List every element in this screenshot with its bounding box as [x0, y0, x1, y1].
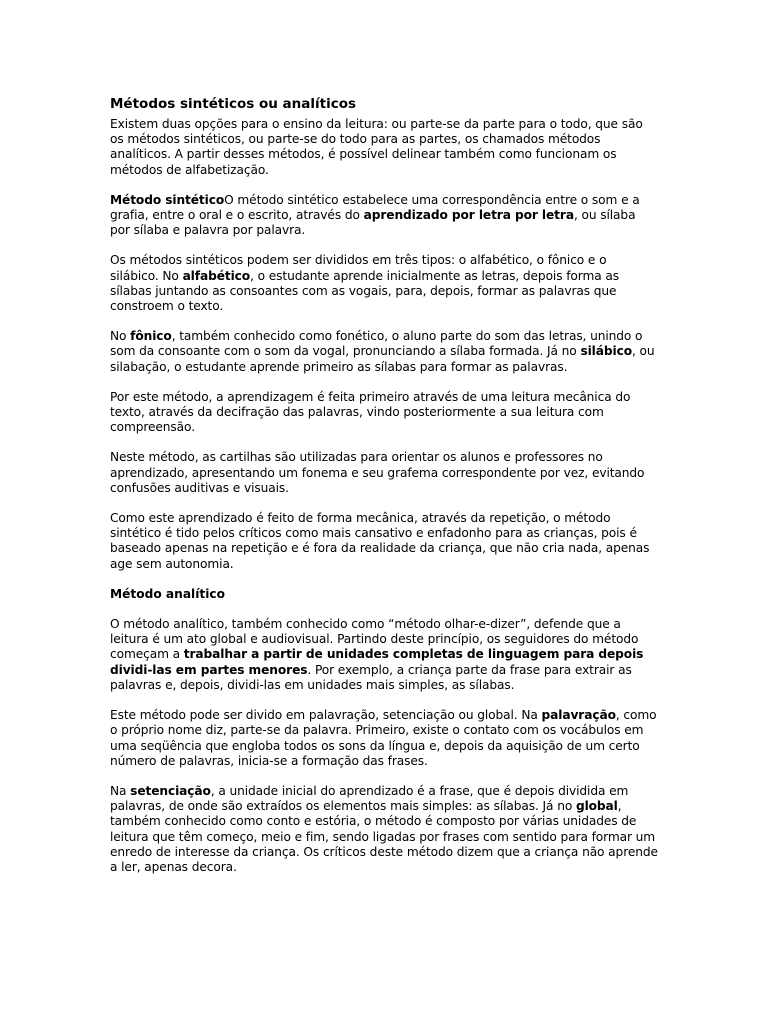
text-span: , o estudante aprende inicialmente as letras, depois forma as sílabas juntando as consoantes com as vogais, para, depois, formar as palavras que constroem o texto.	[110, 268, 620, 314]
bold-span: aprendizado por letra por letra	[363, 208, 574, 223]
text-span: No	[110, 329, 131, 344]
page-title: Métodos sintéticos ou analíticos	[110, 96, 357, 112]
paragraph-palavracao	[110, 708, 658, 769]
section-heading-analytic: Método analítico	[110, 586, 226, 601]
paragraph-analytic-method	[110, 617, 658, 693]
paragraph-criticism-synthetic: Como este aprendizado é feito de forma mecânica, através da repetição, o método sintético é tido pelos críticos como mais cansativo e enfadonho para as crianças, pois é baseado apenas na repetição e é fora da realidade da criança, que não cria nada, apenas age sem autonomia.	[110, 511, 650, 571]
paragraph-intro: Existem duas opções para o ensino da leitura: ou parte-se da parte para o todo, que são os métodos sintéticos, ou parte-se do todo para as partes, os chamados métodos analíticos. A partir desses métodos, é possível delinear também como funcionam os métodos de alfabetização.	[110, 117, 643, 177]
bold-span: setenciação	[130, 783, 211, 798]
paragraph-setenciacao	[110, 784, 658, 875]
inline-heading-synthetic: Método sintético	[110, 192, 225, 207]
text-span: , também conhecido como fonético, o aluno parte do som das letras, unindo o som da consoante com o som da vogal, pronunciando a sílaba formada. Já no	[110, 329, 643, 359]
paragraph-synthetic-method	[110, 193, 658, 239]
bold-span: silábico	[580, 344, 632, 359]
bold-span: trabalhar a partir de unidades completas de linguagem para depois dividi-las em partes menores	[110, 647, 644, 677]
text-span: O método sintético estabelece uma correspondência entre o som e a grafia, entre o oral e o escrito, através do	[110, 192, 640, 223]
text-span: , ou sílaba por sílaba e palavra por palavra.	[110, 208, 636, 238]
document-page	[110, 95, 658, 890]
text-span: Os métodos sintéticos podem ser divididos em três tipos: o alfabético, o fônico e o silábico. No	[110, 253, 607, 283]
text-span: O método analítico, também conhecido como “método olhar-e-dizer”, defende que a leitura é um ato global e audiovisual. Partindo deste princípio, os seguidores do método começam a	[110, 617, 639, 662]
text-span: Este método pode ser divido em palavração, setenciação ou global. Na	[110, 708, 542, 723]
text-span: Na	[110, 783, 131, 798]
text-span: , também conhecido como conto e estória, o método é composto por várias unidades de leitura que têm começo, meio e fim, sendo ligadas por frases com sentido para formar um enredo de interesse da criança. Os críticos deste método dizem que a criança não aprende a ler, apenas decora.	[110, 799, 658, 874]
bold-span: alfabético	[182, 268, 251, 283]
text-span: , a unidade inicial do aprendizado é a frase, que é depois dividida em palavras, de onde são extraídos os elementos mais simples: as sílabas. Já no	[110, 783, 629, 814]
paragraph-primers: Neste método, as cartilhas são utilizadas para orientar os alunos e professores no aprendizado, apresentando um fonema e seu grafema correspondente por vez, evitando confusões auditivas e visuais.	[110, 450, 645, 495]
text-span: , como o próprio nome diz, parte-se da palavra. Primeiro, existe o contato com os vocábulos em uma seqüência que engloba todos os sons da língua e, depois da aquisição de um certo número de palavras, inicia-se a formação das frases.	[110, 708, 657, 768]
bold-span: fônico	[130, 329, 172, 344]
paragraph-phonic	[110, 329, 658, 375]
bold-span: palavração	[541, 708, 616, 723]
paragraph-types	[110, 253, 658, 314]
paragraph-mechanical-reading: Por este método, a aprendizagem é feita primeiro através de uma leitura mecânica do texto, através da decifração das palavras, vindo posteriormente a sua leitura com compreensão.	[110, 389, 631, 435]
bold-span: global	[575, 799, 618, 814]
text-span: , ou silabação, o estudante aprende primeiro as sílabas para formar as palavras.	[110, 344, 655, 374]
text-span: . Por exemplo, a criança parte da frase para extrair as palavras e, depois, dividi-las em unidades mais simples, as sílabas.	[110, 662, 632, 692]
